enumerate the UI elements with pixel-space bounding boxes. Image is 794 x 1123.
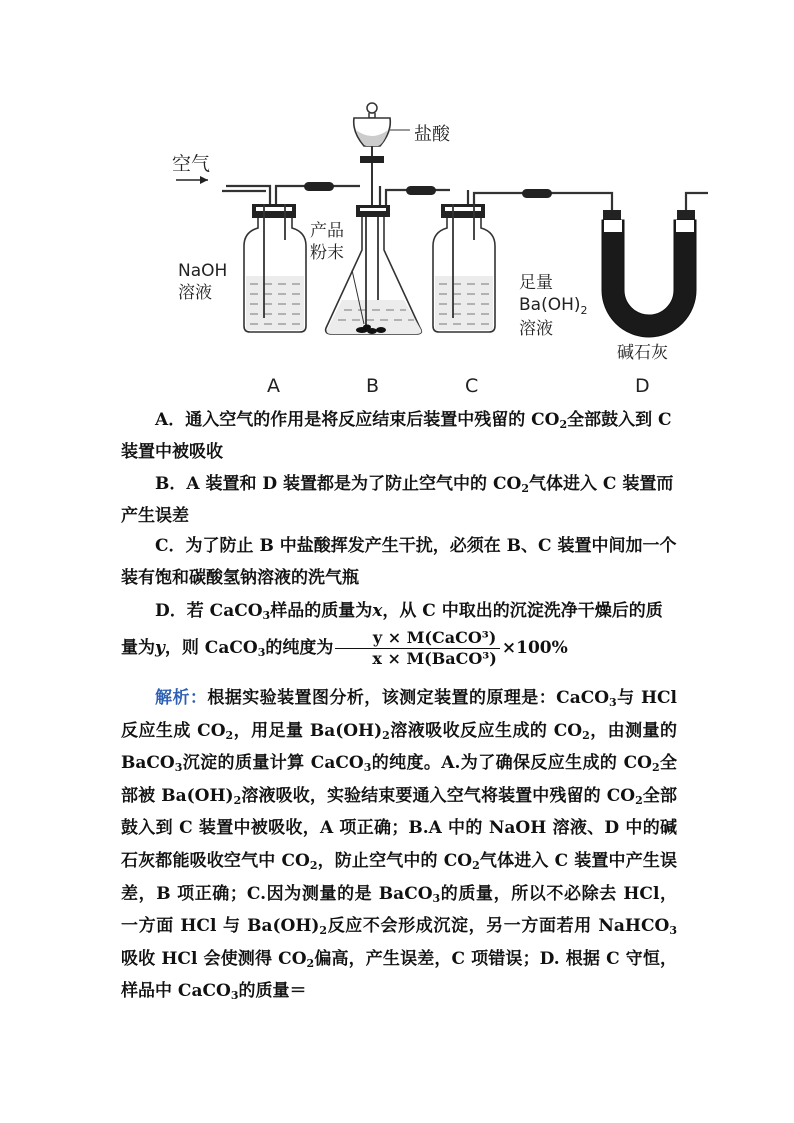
bottle-a [244,204,306,332]
apparatus-figure [0,0,794,400]
powder-label-line2: 粉末 [310,243,344,263]
option-c: C．为了防止 B 中盐酸挥发产生干扰，必须在 B、C 装置中间加一个装有饱和碳酸氢钠溶液的洗气瓶 [121,536,677,588]
fraction-numerator: y × M(CaCO³) [335,628,500,649]
option-a: A．通入空气的作用是将反应结束后装置中残留的 $CO_2$全部鼓入到 C 装置中被吸收 [121,410,672,462]
analysis-paragraph: 解析：根据实验装置图分析，该测定装置的原理是：CaCO$_3$与 HCl 反应生成 $CO_2$，用足量 $Ba(OH)_2$溶液吸收反应生成的 $CO_2$，由测量的 BaCO$_3$沉淀的质量计算 CaCO$_3$的纯度。A.为了确保反应生成的 $CO_2$全部被 $Ba(OH)_2$溶液吸收，实验结束要通入空气将装置中残留的 $CO_2$全部鼓入到 C 装置中被吸收，A 项正确；B.A 中的 NaOH 溶液、D 中的碱石灰都能吸收空气中 $CO_2$，防止空气中的 $CO_2$气体进入 C 装置中产生误差，B 项正确；C.因为测量的是 BaCO$_3$的质量，所以不必除去 HCl，一方面 HCl 与 $Ba(OH)_2$反应不会形成沉淀，另一方面若用 NaHCO$_3$吸收 HCl 会使测得 $CO_2$偏高，产生误差，C 项错误；D. 根据 C 守恒，样品中 CaCO$_3$的质量＝ [121,688,678,1003]
acid-label: 盐酸 [414,124,450,145]
apparatus-letter-b: B [366,375,380,397]
apparatus-letter-c: C [465,375,479,397]
u-tube-d [602,210,696,337]
baoh-label-line1: 足量 [519,273,553,293]
apparatus-letter-a: A [267,375,280,397]
powder-label-line1: 产品 [310,221,344,241]
rubber-joints [304,182,552,198]
air-label: 空气 [172,153,211,175]
purity-fraction [335,628,500,669]
fraction-denominator: x × M(BaCO³) [372,649,497,668]
lime-label: 碱石灰 [617,343,668,363]
baoh-label-line2: $Ba(OH)_2$ [519,295,588,317]
option-d: D．若 CaCO$_3$样品的质量为x，从 C 中取出的沉淀洗净干燥后的质量为y，则 CaCO$_3$的纯度为 $\frac{\text{y × M(CaCO³)}}{\text{x × M(BaCO³)}}$ ×100% [121,601,663,668]
analysis-label: 解析： [155,688,208,708]
baoh-label-line3: 溶液 [519,319,553,339]
naoh-label-line1: NaOH [178,261,228,281]
flask-b [326,103,422,334]
air-arrow-head [200,176,208,184]
option-b: B．A 装置和 D 装置都是为了防止空气中的 $CO_2$气体进入 C 装置而产生误差 [121,474,674,526]
naoh-label-line2: 溶液 [178,283,212,303]
apparatus-letter-d: D [635,375,650,397]
bottle-c [433,204,495,332]
